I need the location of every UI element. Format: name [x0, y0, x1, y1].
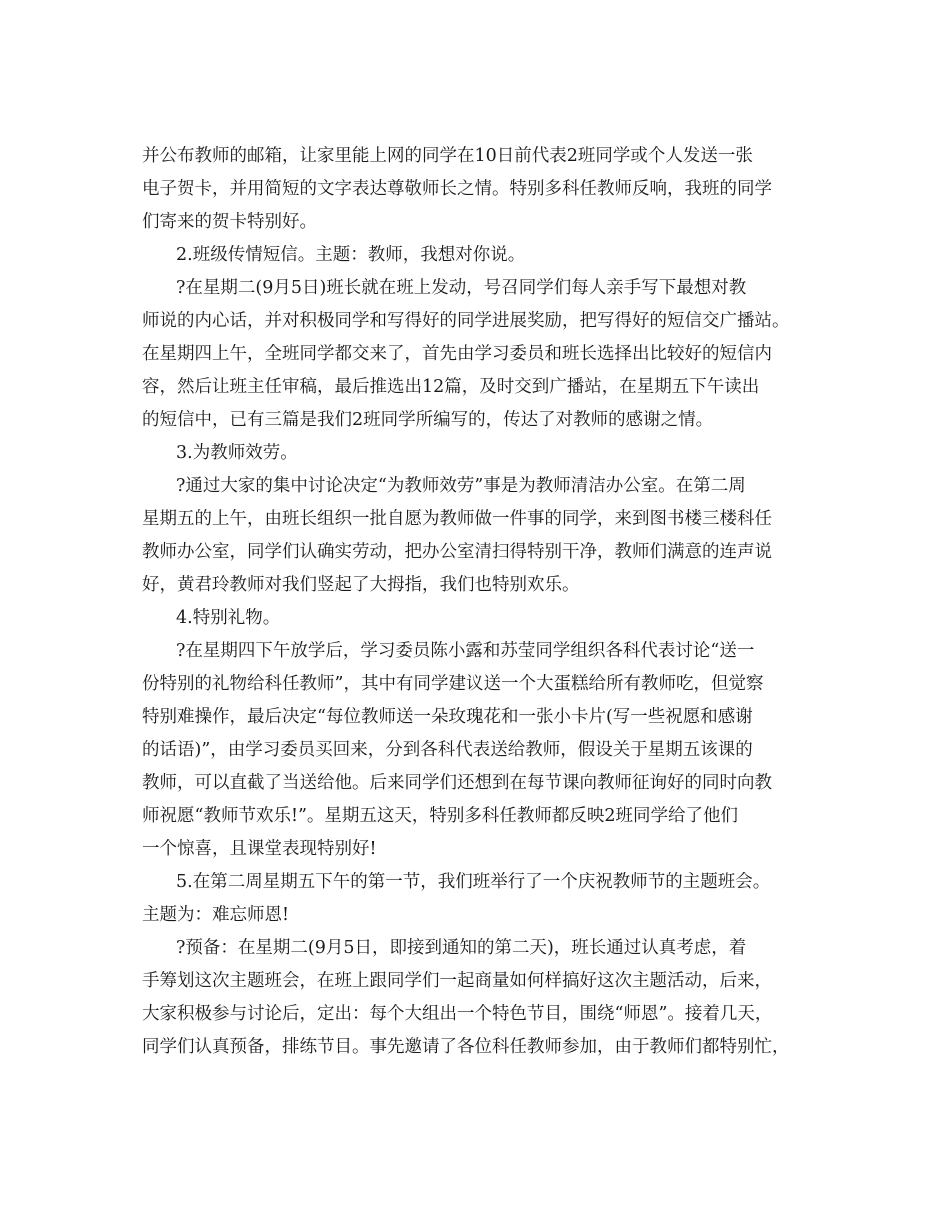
- text-line: 一个惊喜，且课堂表现特别好!: [142, 839, 377, 859]
- text-line: 的话语)”，由学习委员买回来，分到各科代表送给教师，假设关于星期五该课的: [142, 740, 753, 760]
- text-line: 并公布教师的邮箱，让家里能上网的同学在10日前代表2班同学或个人发送一张: [142, 146, 753, 166]
- text-line: 在星期四上午，全班同学都交来了，首先由学习委员和班长选择出比较好的短信内: [142, 344, 772, 364]
- text-line: 5.在第二周星期五下午的第一节，我们班举行了一个庆祝教师节的主题班会。: [176, 872, 771, 892]
- text-line: 手筹划这次主题班会，在班上跟同学们一起商量如何样搞好这次主题活动，后来，: [142, 971, 772, 991]
- text-line: 大家积极参与讨论后，定出：每个大组出一个特色节目，围绕“师恩”。接着几天，: [142, 1004, 773, 1024]
- text-line: 星期五的上午，由班长组织一批自愿为教师做一件事的同学，来到图书楼三楼科任: [142, 509, 772, 529]
- text-line: 师说的内心话，并对积极同学和写得好的同学进展奖励，把写得好的短信交广播站。: [142, 311, 790, 331]
- text-line: 的短信中，已有三篇是我们2班同学所编写的，传达了对教师的感谢之情。: [142, 410, 714, 430]
- text-line: 4.特别礼物。: [176, 608, 281, 628]
- text-line: 电子贺卡，并用简短的文字表达尊敬师长之情。特别多科任教师反响，我班的同学: [142, 179, 772, 199]
- text-line: 教师，可以直截了当送给他。后来同学们还想到在每节课向教师征询好的同时向教: [142, 773, 772, 793]
- text-line: 师祝愿“教师节欢乐!”。星期五这天，特别多科任教师都反映2班同学给了他们: [142, 806, 739, 826]
- text-line: ?在星期四下午放学后，学习委员陈小露和苏莹同学组织各科代表讨论“送一: [176, 641, 755, 661]
- text-line: ?预备：在星期二(9月5日，即接到通知的第二天)，班长通过认真考虑，着: [176, 938, 747, 958]
- text-line: ?通过大家的集中讨论决定“为教师效劳”事是为教师清洁办公室。在第二周: [176, 476, 746, 496]
- text-line: 3.为教师效劳。: [176, 443, 298, 463]
- text-line: 份特别的礼物给科任教师”，其中有同学建议送一个大蛋糕给所有教师吃，但觉察: [142, 674, 764, 694]
- text-line: 容，然后让班主任审稿，最后推选出12篇，及时交到广播站，在星期五下午读出: [142, 377, 760, 397]
- text-line: ?在星期二(9月5日)班长就在班上发动，号召同学们每人亲手写下最想对教: [176, 278, 747, 298]
- text-line: 特别难操作，最后决定“每位教师送一朵玫瑰花和一张小卡片(写一些祝愿和感谢: [142, 707, 753, 727]
- text-line: 好，黄君玲教师对我们竖起了大拇指，我们也特别欢乐。: [142, 575, 580, 595]
- text-line: 2.班级传情短信。主题：教师，我想对你说。: [176, 245, 526, 265]
- text-line: 同学们认真预备，排练节目。事先邀请了各位科任教师参加，由于教师们都特别忙，: [142, 1037, 790, 1057]
- text-line: 教师办公室，同学们认确实劳动，把办公室清扫得特别干净，教师们满意的连声说: [142, 542, 772, 562]
- text-line: 主题为：难忘师恩!: [142, 905, 290, 925]
- text-line: 们寄来的贺卡特别好。: [142, 212, 317, 232]
- document-body: [142, 140, 812, 1064]
